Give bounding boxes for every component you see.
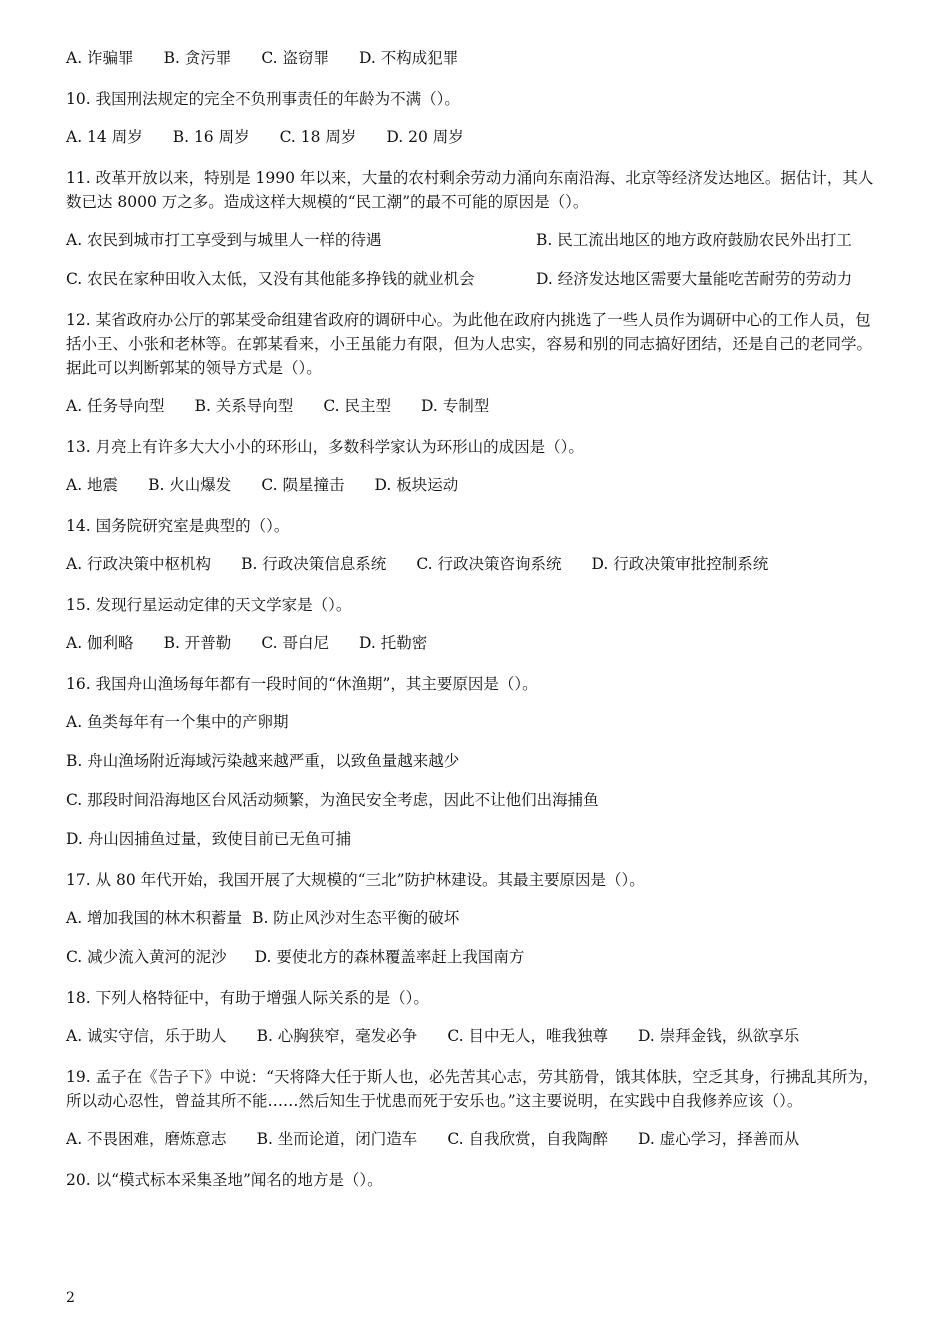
option: C. 哥白尼	[261, 634, 329, 652]
option: B. 火山爆发	[148, 476, 232, 494]
question-17: 17. 从 80 年代开始，我国开展了大规模的“三北”防护林建设。其最主要原因是（）。	[66, 871, 645, 889]
option: D. 要使北方的森林覆盖率赶上我国南方	[254, 948, 525, 966]
option: A. 任务导向型	[66, 397, 165, 415]
options-row	[66, 1129, 884, 1150]
option: C. 目中无人，唯我独尊	[447, 1027, 608, 1045]
option-line: A. 鱼类每年有一个集中的产卵期	[66, 713, 289, 731]
option: C. 减少流入黄河的泥沙	[66, 948, 227, 966]
option: C. 行政决策咨询系统	[416, 555, 562, 573]
options-row	[66, 947, 884, 968]
option: D. 板块运动	[374, 476, 459, 494]
option: D. 20 周岁	[386, 128, 464, 146]
options-row	[66, 475, 884, 496]
option: A. 农民到城市打工享受到与城里人一样的待遇	[66, 231, 382, 249]
option: D. 托勒密	[358, 634, 428, 652]
option: B. 贪污罪	[163, 49, 232, 67]
page-number: 2	[66, 1290, 75, 1306]
question-18: 18. 下列人格特征中，有助于增强人际关系的是（）。	[66, 989, 429, 1007]
option: B. 防止风沙对生态平衡的破坏	[252, 909, 460, 927]
option: B. 行政决策信息系统	[241, 555, 387, 573]
option: D. 崇拜金钱，纵欲享乐	[637, 1027, 800, 1045]
option: C. 陨星撞击	[261, 476, 345, 494]
options-row	[66, 908, 884, 929]
option: B. 民工流出地区的地方政府鼓励农民外出打工	[536, 231, 852, 249]
option: A. 诚实守信，乐于助人	[66, 1027, 227, 1045]
option: C. 18 周岁	[279, 128, 357, 146]
option: D. 经济发达地区需要大量能吃苦耐劳的劳动力	[536, 270, 853, 288]
option-line: C. 那段时间沿海地区台风活动频繁，为渔民安全考虑，因此不让他们出海捕鱼	[66, 791, 599, 809]
option: A. 行政决策中枢机构	[66, 555, 212, 573]
options-row	[66, 554, 884, 575]
options-row	[66, 127, 884, 148]
options-row	[66, 48, 884, 69]
options-row	[66, 396, 884, 417]
option: D. 虚心学习，择善而从	[637, 1130, 800, 1148]
question-20: 20. 以“模式标本采集圣地”闻名的地方是（）。	[66, 1171, 383, 1189]
option: C. 民主型	[323, 397, 391, 415]
option: D. 专制型	[420, 397, 490, 415]
option-line: B. 舟山渔场附近海域污染越来越严重，以致鱼量越来越少	[66, 752, 460, 770]
option: A. 不畏困难，磨炼意志	[66, 1130, 227, 1148]
question-16: 16. 我国舟山渔场每年都有一段时间的“休渔期”，其主要原因是（）。	[66, 675, 538, 693]
options-row	[66, 633, 884, 654]
question-11: 11. 改革开放以来，特别是 1990 年以来，大量的农村剩余劳动力涌向东南沿海、北京等经济发达地区。据估计，其人数已达 8000 万之多。造成这样大规模的“民工潮”的最不可能的原因是（）。	[66, 169, 874, 211]
options-row	[66, 230, 884, 251]
option-line: D. 舟山因捕鱼过量，致使目前已无鱼可捕	[66, 830, 352, 848]
option: B. 开普勒	[163, 634, 232, 652]
option: B. 心胸狭窄，毫发必争	[256, 1027, 418, 1045]
option: A. 伽利略	[66, 634, 134, 652]
question-19: 19. 孟子在《告子下》中说：“天将降大任于斯人也，必先苦其心志，劳其筋骨，饿其体肤，空乏其身，行拂乱其所为，所以动心忍性，曾益其所不能……然后知生于忧患而死于安乐也。”这主要说明，在实践中自我修养应该（）。	[66, 1068, 879, 1110]
option: C. 农民在家种田收入太低，又没有其他能多挣钱的就业机会	[66, 270, 475, 288]
option: A. 诈骗罪	[66, 49, 134, 67]
question-12: 12. 某省政府办公厅的郭某受命组建省政府的调研中心。为此他在政府内挑选了一些人员作为调研中心的工作人员，包括小王、小张和老林等。在郭某看来，小王虽能力有限，但为人忠实，容易和别的同志搞好团结，还是自己的老同学。据此可以判断郭某的领导方式是（）。	[66, 311, 873, 377]
question-15: 15. 发现行星运动定律的天文学家是（）。	[66, 596, 352, 614]
option: D. 行政决策审批控制系统	[591, 555, 769, 573]
option: C. 盗窃罪	[261, 49, 329, 67]
option: B. 关系导向型	[194, 397, 294, 415]
option: A. 地震	[66, 476, 119, 494]
option: A. 14 周岁	[66, 128, 143, 146]
option: B. 坐而论道，闭门造车	[256, 1130, 418, 1148]
option: C. 自我欣赏，自我陶醉	[447, 1130, 608, 1148]
question-14: 14. 国务院研究室是典型的（）。	[66, 517, 290, 535]
option: A. 增加我国的林木积蓄量	[66, 909, 243, 927]
option: D. 不构成犯罪	[358, 49, 459, 67]
options-row	[66, 269, 884, 290]
option: B. 16 周岁	[172, 128, 250, 146]
options-row	[66, 1026, 884, 1047]
document-page	[66, 48, 884, 1208]
question-13: 13. 月亮上有许多大大小小的环形山，多数科学家认为环形山的成因是（）。	[66, 438, 584, 456]
question-10: 10. 我国刑法规定的完全不负刑事责任的年龄为不满（）。	[66, 90, 460, 108]
